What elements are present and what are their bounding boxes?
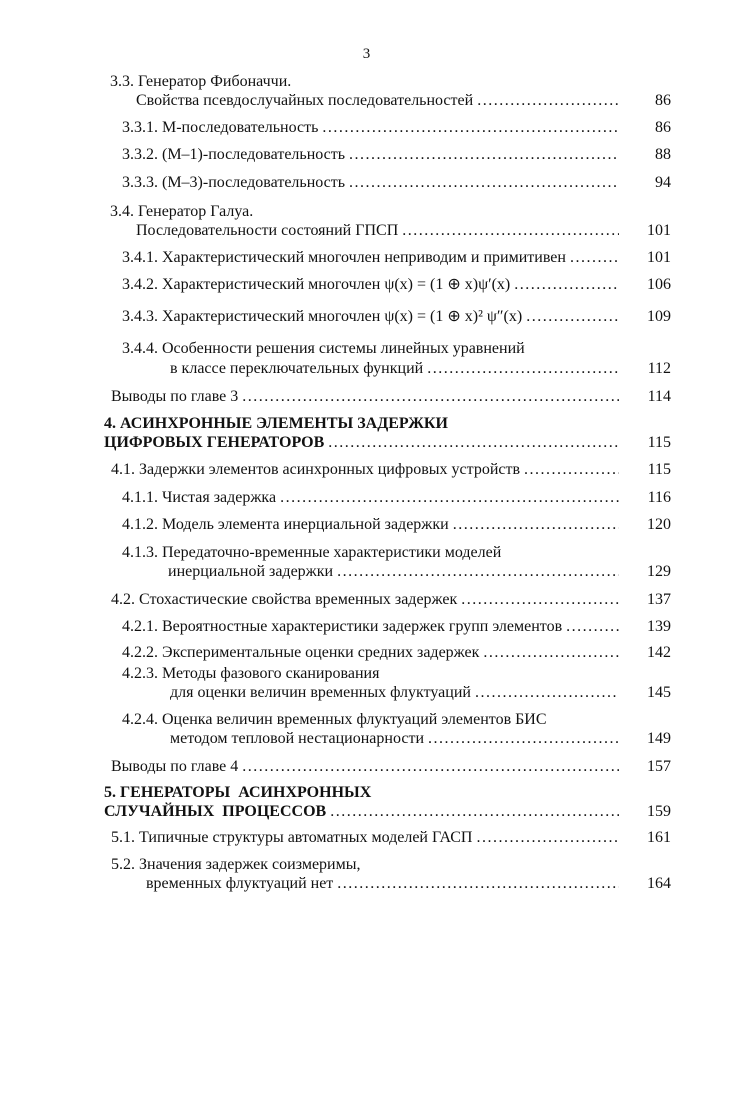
dot-leader: [476, 829, 619, 847]
toc-page-number: 94: [655, 174, 671, 191]
toc-entry-3-4-1[interactable]: [122, 249, 671, 267]
toc-entry-3-3-title: 3.3. Генератор Фибоначчи.: [110, 73, 292, 90]
toc-chapter-4-title: 4. АСИНХРОННЫЕ ЭЛЕМЕНТЫ ЗАДЕРЖКИ: [104, 415, 448, 432]
toc-page-number: 106: [647, 276, 671, 293]
dot-leader: [349, 174, 619, 192]
toc-entry-4-1-1[interactable]: [122, 489, 671, 507]
toc-page-number: 159: [647, 803, 671, 820]
toc-entry-4-1[interactable]: [111, 461, 671, 479]
toc-page-number: 86: [655, 119, 671, 136]
toc-entry-4-1-3-title: 4.1.3. Передаточно-временные характеристики моделей: [122, 544, 502, 561]
toc-page-number: 86: [655, 92, 671, 109]
dot-leader: [475, 684, 619, 702]
toc-entry-text: 4.2.1. Вероятностные характеристики задержек групп элементов: [122, 618, 563, 635]
toc-entry-text: 4.2.2. Экспериментальные оценки средних задержек: [122, 644, 480, 661]
toc-page-number: 101: [647, 222, 671, 239]
dot-leader: [337, 875, 619, 893]
toc-page-number: 112: [647, 360, 671, 377]
toc-page-number: 114: [647, 388, 671, 405]
dot-leader: [524, 461, 619, 479]
toc-entry-text: Выводы по главе 3: [111, 388, 239, 405]
toc-page-number: 145: [647, 684, 671, 701]
toc-entry-conclusions-3[interactable]: [111, 388, 671, 406]
toc-entry-3-4-3[interactable]: [122, 308, 671, 326]
toc-entry-5-2[interactable]: [146, 875, 671, 893]
dot-leader: [322, 119, 619, 137]
toc-entry-text: инерциальной задержки: [168, 563, 334, 580]
dot-leader: [402, 222, 619, 240]
dot-leader: [349, 146, 619, 164]
toc-entry-text: 3.3.1. М-последовательность: [122, 119, 319, 136]
toc-entry-4-2-4[interactable]: [170, 730, 671, 748]
toc-page-number: 149: [647, 730, 671, 747]
toc-entry-5-2-title: 5.2. Значения задержек соизмеримы,: [111, 856, 361, 873]
toc-page-number: 115: [647, 461, 671, 478]
toc-entry-text: 4.1.1. Чистая задержка: [122, 489, 277, 506]
toc-entry-text: временных флуктуаций нет: [146, 875, 334, 892]
dot-leader: [242, 758, 619, 776]
toc-entry-4-1-2[interactable]: [122, 516, 671, 534]
toc-entry-conclusions-4[interactable]: [111, 758, 671, 776]
toc-page-number: 164: [647, 875, 671, 892]
toc-page-number: 161: [647, 829, 671, 846]
toc-entry-4-2-1[interactable]: [122, 618, 671, 636]
toc-entry-4-2-4-title: 4.2.4. Оценка величин временных флуктуаций элементов БИС: [122, 711, 547, 728]
dot-leader: [477, 92, 619, 110]
toc-entry-text: методом тепловой нестационарности: [170, 730, 425, 747]
toc-entry-4-1-3[interactable]: [168, 563, 671, 581]
toc-page-number: 137: [647, 591, 671, 608]
dot-leader: [242, 388, 619, 406]
dot-leader: [280, 489, 619, 507]
toc-page-number: 116: [647, 489, 671, 506]
toc-entry-3-4[interactable]: [136, 222, 671, 240]
toc-chapter-5[interactable]: [104, 803, 671, 821]
toc-entry-4-2-3[interactable]: [170, 684, 671, 702]
toc-entry-text: 4.1.2. Модель элемента инерциальной задержки: [122, 516, 449, 533]
dot-leader: [328, 434, 619, 452]
toc-entry-text: для оценки величин временных флуктуаций: [170, 684, 471, 701]
dot-leader: [337, 563, 619, 581]
toc-page-number: 139: [647, 618, 671, 635]
toc-entry-text: 3.3.3. (М–3)-последовательность: [122, 174, 346, 191]
dot-leader: [461, 591, 619, 609]
toc-entry-4-2-2[interactable]: [122, 644, 671, 662]
toc-page-number: 142: [647, 644, 671, 661]
toc-entry-text: Выводы по главе 4: [111, 758, 239, 775]
toc-page-number: 101: [647, 249, 671, 266]
dot-leader: [514, 276, 619, 294]
toc-entry-text: СЛУЧАЙНЫХ ПРОЦЕССОВ: [104, 803, 327, 820]
toc-page-number: 129: [647, 563, 671, 580]
toc-entry-4-2[interactable]: [111, 591, 671, 609]
dot-leader: [330, 803, 619, 821]
toc-entry-text: в классе переключательных функций: [170, 360, 424, 377]
toc-entry-3-3-1[interactable]: [122, 119, 671, 137]
toc-entry-text: 3.4.2. Характеристический многочлен ψ(x) = (1 ⊕ x)ψ′(x): [122, 276, 511, 293]
toc-entry-3-4-2[interactable]: [122, 276, 671, 294]
dot-leader: [483, 644, 619, 662]
toc-page-number: 120: [647, 516, 671, 533]
toc-entry-text: 3.4.1. Характеристический многочлен неприводим и примитивен: [122, 249, 566, 266]
toc-chapter-4[interactable]: [104, 434, 671, 452]
page-number: 3: [362, 46, 371, 62]
toc-chapter-5-title: 5. ГЕНЕРАТОРЫ АСИНХРОННЫХ: [104, 784, 372, 801]
toc-entry-text: Свойства псевдослучайных последовательностей: [136, 92, 474, 109]
toc-entry-4-2-3-title: 4.2.3. Методы фазового сканирования: [122, 665, 380, 682]
dot-leader: [453, 516, 619, 534]
dot-leader: [566, 618, 619, 636]
toc-entry-3-4-title: 3.4. Генератор Галуа.: [110, 203, 254, 220]
toc-entry-text: 4.2. Стохастические свойства временных задержек: [111, 591, 458, 608]
dot-leader: [570, 249, 619, 267]
toc-entry-3-3-3[interactable]: [122, 174, 671, 192]
toc-entry-text: 3.4.3. Характеристический многочлен ψ(x) = (1 ⊕ x)² ψ″(x): [122, 308, 523, 325]
toc-entry-text: 3.3.2. (М–1)-последовательность: [122, 146, 346, 163]
toc-entry-text: 4.1. Задержки элементов асинхронных цифровых устройств: [111, 461, 521, 478]
toc-entry-3-3[interactable]: [136, 92, 671, 110]
dot-leader: [427, 360, 619, 378]
toc-entry-text: ЦИФРОВЫХ ГЕНЕРАТОРОВ: [104, 434, 325, 451]
toc-page-number: 115: [647, 434, 671, 451]
toc-page-number: 157: [647, 758, 671, 775]
toc-entry-3-4-4[interactable]: [170, 360, 671, 378]
toc-entry-3-4-4-title: 3.4.4. Особенности решения системы линейных уравнений: [122, 340, 525, 357]
toc-entry-text: 5.1. Типичные структуры автоматных моделей ГАСП: [111, 829, 473, 846]
dot-leader: [526, 308, 619, 326]
dot-leader: [428, 730, 619, 748]
toc-entry-3-3-2[interactable]: [122, 146, 671, 164]
toc-entry-5-1[interactable]: [111, 829, 671, 847]
toc-entry-text: Последовательности состояний ГПСП: [136, 222, 399, 239]
toc-page-number: 88: [655, 146, 671, 163]
toc-page-number: 109: [647, 308, 671, 325]
